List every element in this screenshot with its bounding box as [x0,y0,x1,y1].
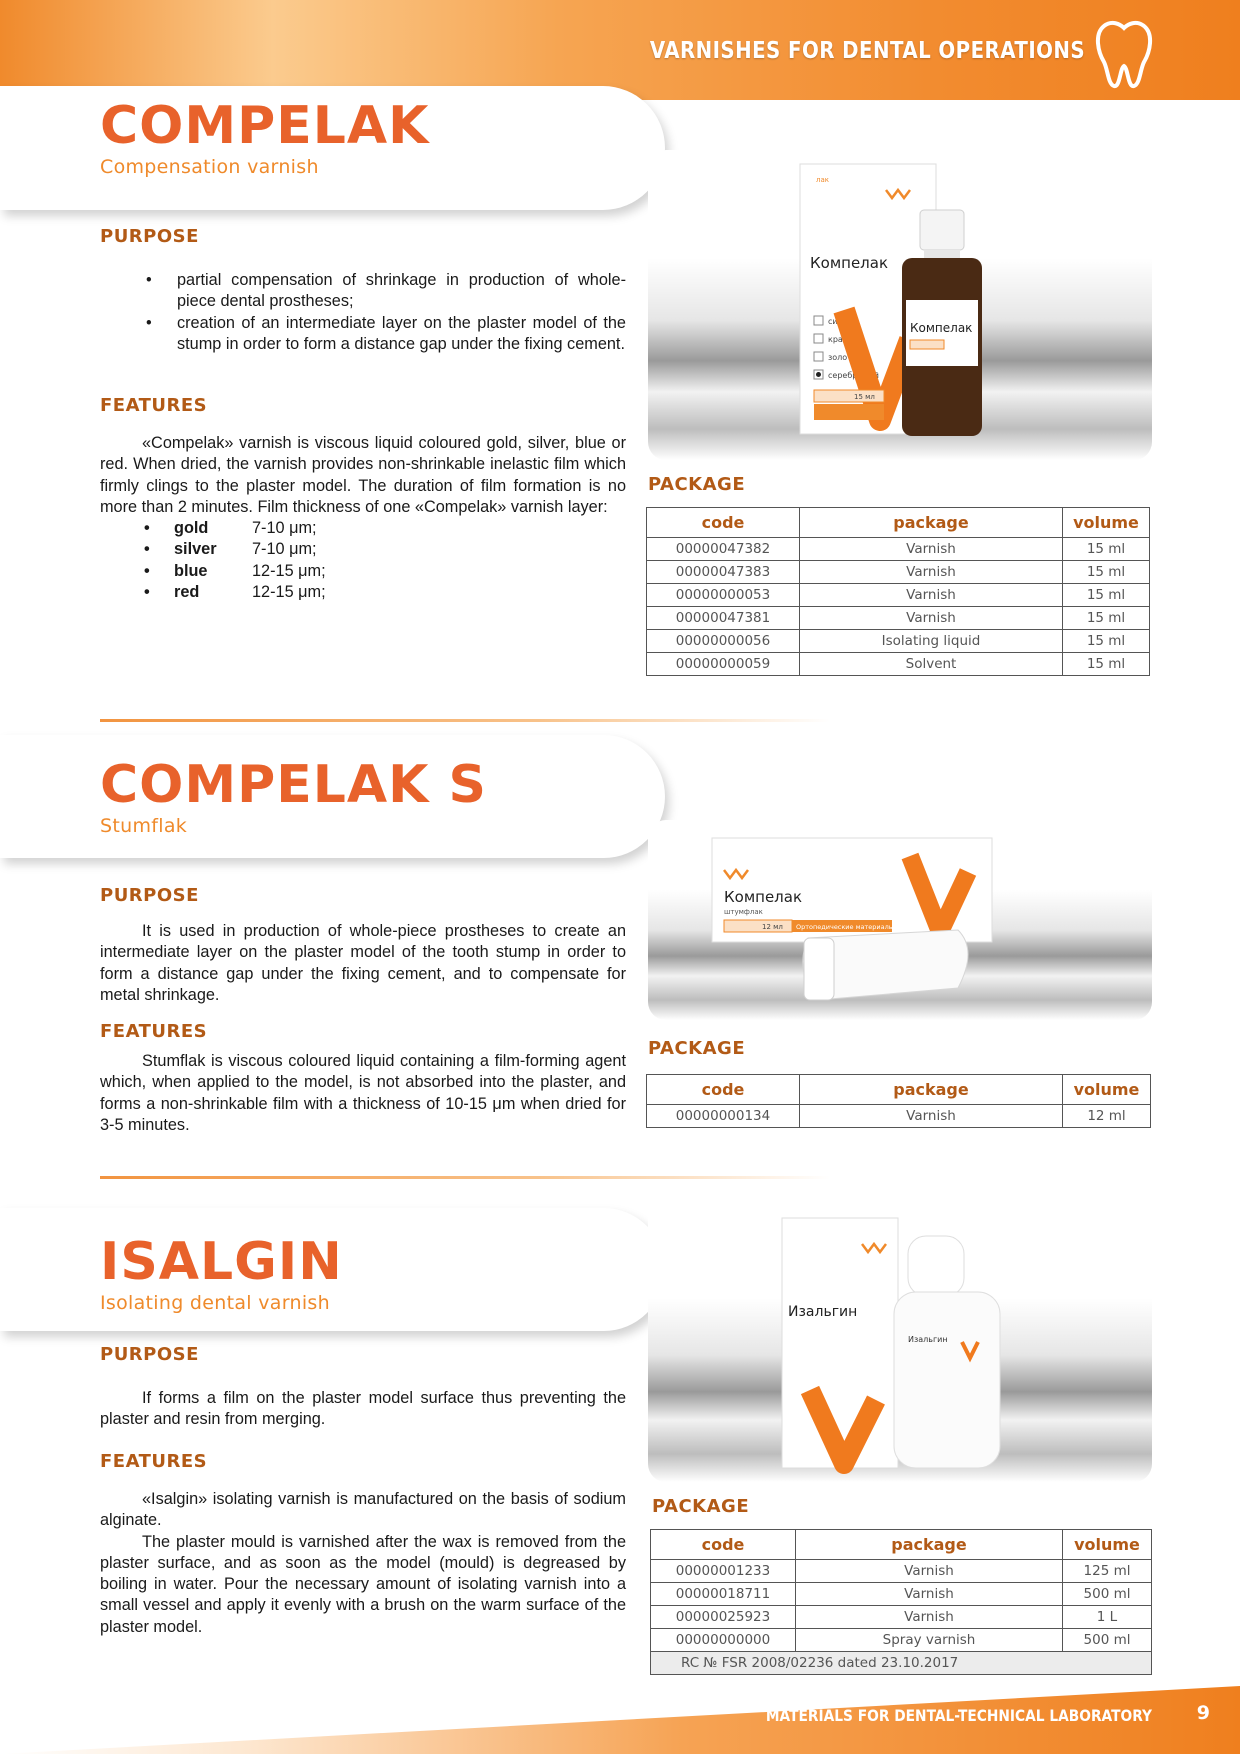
table-cell: 00000047382 [647,538,800,561]
table-cell: 00000025923 [651,1606,796,1629]
compelak-s-subtitle: Stumflak [100,815,188,837]
bottle-label: Изальгин [908,1335,948,1344]
table-header-row [651,1530,1152,1560]
thickness-value: 12-15 μm; [252,583,326,602]
section-divider [100,719,830,722]
checkbox-label: красный [828,335,864,344]
compelak-subtitle: Compensation varnish [100,156,319,178]
compelak-s-package-table [646,1074,1151,1128]
table-cell: Varnish [800,584,1063,607]
compelak-features-text: «Compelak» varnish is viscous liquid coloured gold, silver, blue or red. When dried, the varnish provides non-shrinkable inelastic film which firmly clings to the plaster model. The duration of film formation is no more than 2 minutes. Film thickness of one «Compelak» varnish layer: [100,434,626,516]
column-header: package [796,1530,1063,1560]
isalgin-features-paragraph: The plaster mould is varnished after the wax is removed from the plaster surface, and as soon as the model (mould) is degreased by boiling in water. Pour the necessary amount of isolating varnish into a small vessel and apply it evenly with a brush on the warm surface of the plaster model. [100,1532,626,1636]
column-header: volume [1063,508,1150,538]
thickness-color: blue [174,561,208,580]
table-cell: Varnish [796,1560,1063,1583]
table-row [651,1629,1152,1652]
table-cell: 15 ml [1063,538,1150,561]
table-cell: Isolating liquid [800,630,1063,653]
isalgin-purpose-text: If forms a film on the plaster model surface thus preventing the plaster and resin from merging. [100,1389,626,1429]
list-item [100,561,626,582]
isalgin-product-illustration [648,1200,1152,1482]
compelak-thickness-list [100,518,626,603]
table-cell: 00000000056 [647,630,800,653]
thickness-color: red [174,583,200,602]
compelak-product-illustration [648,150,1152,460]
footer-text: MATERIALS FOR DENTAL-TECHNICAL LABORATORY [765,1706,1152,1725]
box-volume: 12 мл [762,923,783,931]
table-cell: 00000000000 [651,1629,796,1652]
section-divider [100,1176,830,1179]
table-cell: 15 ml [1063,653,1150,676]
table-header-row [647,1075,1151,1105]
thickness-color: gold [174,519,209,538]
table-cell: 15 ml [1063,607,1150,630]
table-cell: 12 ml [1063,1105,1151,1128]
list-item [100,582,626,603]
isalgin-features-block [100,1489,626,1638]
table-cell: 00000000053 [647,584,800,607]
isalgin-title: ISALGIN [100,1232,343,1292]
table-cell: 500 ml [1063,1629,1152,1652]
checkbox-label: золотой [828,353,862,362]
compelak-s-product-photo [648,820,1152,1020]
table-row [647,630,1150,653]
table-note-row [651,1652,1152,1675]
table-row [647,538,1150,561]
table-cell: 125 ml [1063,1560,1152,1583]
list-item: • creation of an intermediate layer on the plaster model of the stump in order to form a distance gap under the fixing cement. [100,313,626,356]
compelak-s-features-text: Stumflak is viscous coloured liquid containing a film-forming agent which, when applied to the model, is not absorbed into the plaster, and forms a non-shrinkable film with a thickness of 10-15 μm when dried for 3-5 minutes. [100,1052,626,1134]
table-cell: 00000018711 [651,1583,796,1606]
bottle-label: Компелак [910,321,973,335]
table-cell: Varnish [800,538,1063,561]
isalgin-features-paragraph: «Isalgin» isolating varnish is manufactured on the basis of sodium alginate. [100,1490,626,1530]
box-sub: штумфлак [724,908,763,916]
column-header: code [647,508,800,538]
box-label: Изальгин [788,1304,858,1320]
page-number: 9 [1196,1702,1210,1724]
thickness-value: 7-10 μm; [252,540,317,559]
isalgin-purpose-heading: PURPOSE [100,1344,199,1365]
column-header: package [800,1075,1063,1105]
table-cell: 00000001233 [651,1560,796,1583]
list-item [100,518,626,539]
checkbox-label: синий [828,317,854,326]
compelak-features-block [100,433,626,603]
compelak-features-heading: FEATURES [100,395,208,416]
table-row [647,584,1150,607]
column-header: code [647,1075,800,1105]
table-cell: 15 ml [1063,584,1150,607]
compelak-package-table [646,507,1150,676]
compelak-s-title: COMPELAK S [100,755,487,815]
table-row [647,653,1150,676]
thickness-value: 12-15 μm; [252,561,326,580]
table-cell: 00000000134 [647,1105,800,1128]
table-cell: 00000047381 [647,607,800,630]
compelak-s-product-illustration [648,820,1152,1020]
table-cell: 00000047383 [647,561,800,584]
table-row [651,1583,1152,1606]
table-cell: 15 ml [1063,630,1150,653]
box-volume: 15 мл [854,393,875,401]
box-label: Компелак [724,888,803,906]
table-cell: Varnish [800,1105,1063,1128]
compelak-purpose-list [100,270,626,355]
table-cell: Varnish [796,1606,1063,1629]
isalgin-package-table [650,1529,1152,1675]
checkbox-label: серебряный [828,371,879,380]
compelak-product-photo [648,150,1152,460]
column-header: volume [1063,1075,1151,1105]
isalgin-features-heading: FEATURES [100,1451,208,1472]
header-title: VARNISHES FOR DENTAL OPERATIONS [649,38,1085,64]
svg-text:лак: лак [816,176,829,184]
table-cell: Varnish [796,1583,1063,1606]
table-cell: 15 ml [1063,561,1150,584]
box-label: Компелак [810,254,889,272]
table-row [647,561,1150,584]
column-header: volume [1063,1530,1152,1560]
compelak-s-features-heading: FEATURES [100,1021,208,1042]
compelak-s-purpose-heading: PURPOSE [100,885,199,906]
thickness-color: silver [174,540,217,559]
tooth-icon [1090,18,1158,90]
table-row [651,1560,1152,1583]
table-cell: Varnish [800,561,1063,584]
table-cell: 1 L [1063,1606,1152,1629]
compelak-package-heading: PACKAGE [648,474,746,495]
table-cell: Varnish [800,607,1063,630]
table-cell: Spray varnish [796,1629,1063,1652]
column-header: code [651,1530,796,1560]
table-row [651,1606,1152,1629]
compelak-purpose-heading: PURPOSE [100,226,199,247]
compelak-s-package-heading: PACKAGE [648,1038,746,1059]
table-cell: 500 ml [1063,1583,1152,1606]
table-row [647,1105,1151,1128]
isalgin-product-photo [648,1200,1152,1482]
compelak-title: COMPELAK [100,96,430,156]
table-cell: 00000000059 [647,653,800,676]
isalgin-package-heading: PACKAGE [652,1496,750,1517]
box-category: Ортопедические материалы [796,923,894,931]
registration-note: RC № FSR 2008/02236 dated 23.10.2017 [651,1652,1152,1675]
column-header: package [800,508,1063,538]
table-row [647,607,1150,630]
compelak-s-purpose-text: It is used in production of whole-piece prostheses to create an intermediate layer on the plaster model of the tooth stump in order to form a distance gap under the fixing cement, and to compensate for metal shrinkage. [100,922,626,1004]
thickness-value: 7-10 μm; [252,519,317,538]
table-header-row [647,508,1150,538]
list-item: • partial compensation of shrinkage in production of whole-piece dental prostheses; [100,270,626,313]
isalgin-subtitle: Isolating dental varnish [100,1292,330,1314]
table-cell: Solvent [800,653,1063,676]
list-item [100,539,626,560]
